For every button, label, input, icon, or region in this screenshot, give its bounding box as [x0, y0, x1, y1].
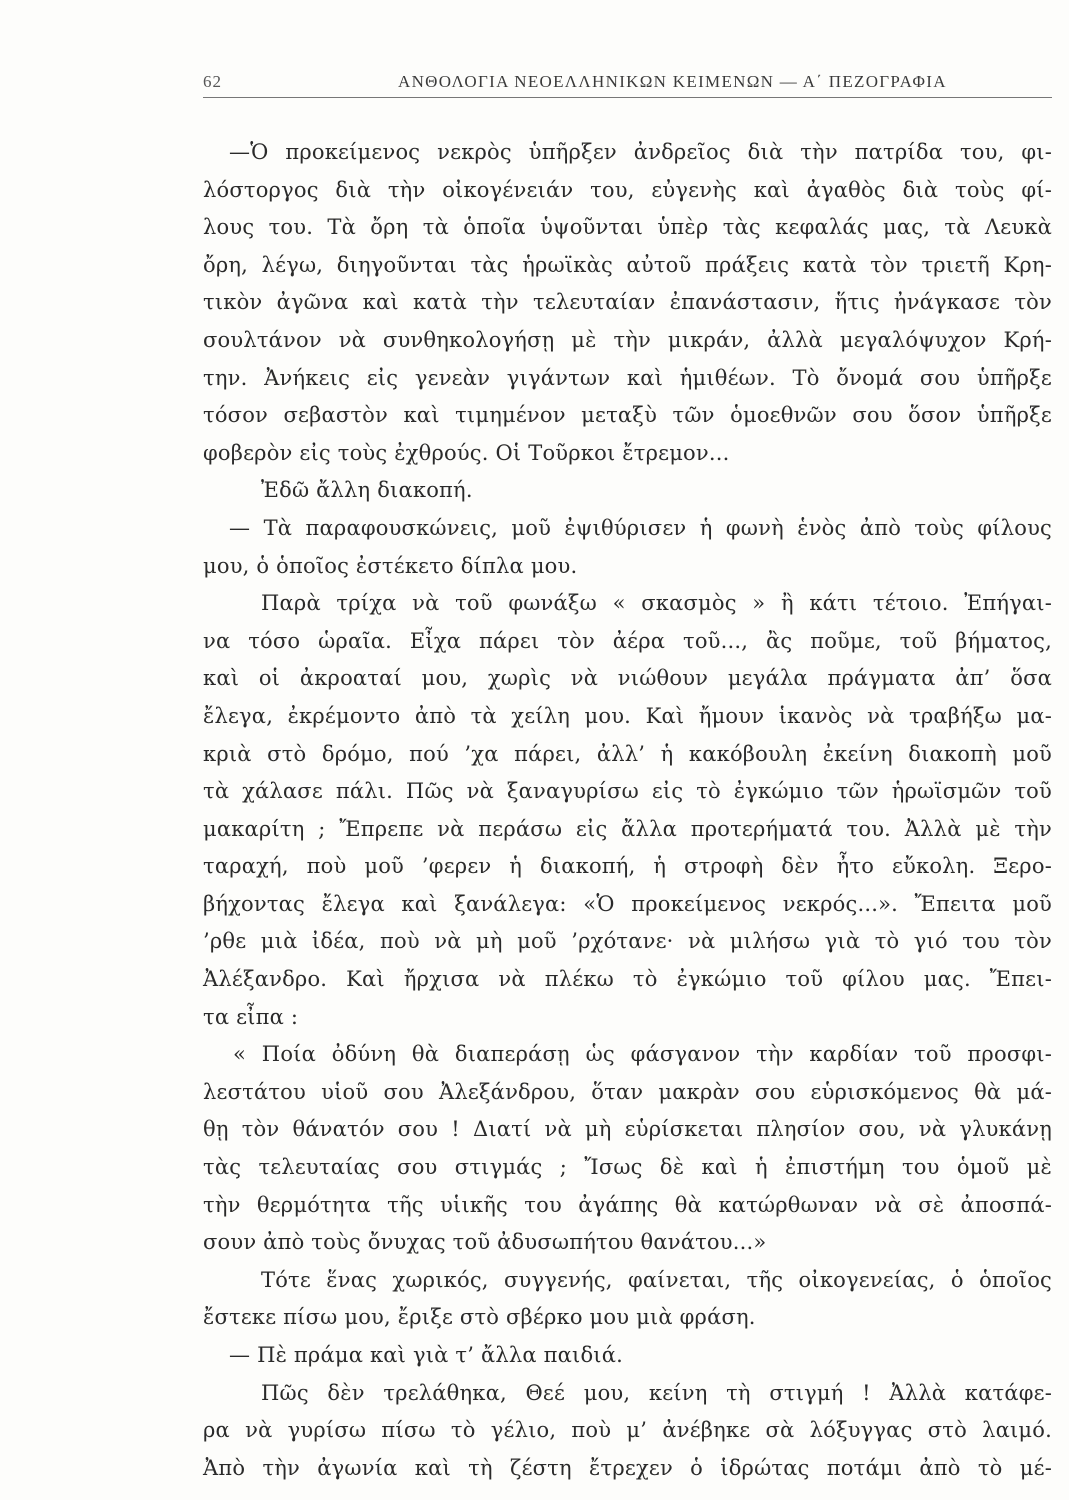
- text-line: — Τὰ παραφουσκώνεις, μοῦ ἐψιθύρισεν ἡ φωνὴ ἑνὸς ἀπὸ τοὺς φίλους: [229, 515, 1052, 540]
- text-line: — Πὲ πράμα καὶ γιὰ τ’ ἄλλα παιδιά.: [229, 1343, 623, 1367]
- text-line: ταραχή, ποὺ μοῦ ’φερεν ἡ διακοπή, ἡ στροφὴ δὲν ἦτο εὔκολη. Ξερο-: [203, 854, 1052, 879]
- text-line: « Ποία ὀδύνη θὰ διαπεράσῃ ὡς φάσγανον τὴν καρδίαν τοῦ προσφι-: [233, 1042, 1052, 1067]
- body-text: [203, 134, 1052, 1487]
- text-line: φοβερὸν εἰς τοὺς ἐχθρούς. Οἱ Τοῦρκοι ἔτρεμον...: [203, 440, 730, 465]
- text-line: —Ὁ προκείμενος νεκρὸς ὑπῆρξεν ἀνδρεῖος διὰ τὴν πατρίδα του, φι-: [229, 140, 1052, 164]
- text-line: Ἀπὸ τὴν ἀγωνία καὶ τὴ ζέστη ἔτρεχεν ὁ ἱδρώτας ποτάμι ἀπὸ τὸ μέ-: [203, 1455, 1052, 1480]
- text-line: τα εἶπα :: [203, 1004, 299, 1029]
- text-line: τὴν θερμότητα τῆς υἱικῆς του ἀγάπης θὰ κατώρθωναν νὰ σὲ ἀποσπά-: [203, 1192, 1052, 1217]
- text-line: ἔλεγα, ἐκρέμοντο ἀπὸ τὰ χείλη μου. Καὶ ἤμουν ἱκανὸς νὰ τραβήξω μα-: [203, 703, 1052, 728]
- text-line: λεστάτου υἱοῦ σου Ἀλεξάνδρου, ὅταν μακρὰν σου εὑρισκόμενος θὰ μά-: [203, 1079, 1052, 1104]
- text-line: ὄρη, λέγω, διηγοῦνται τὰς ἡρωϊκὰς αὐτοῦ πράξεις κατὰ τὸν τριετῆ Κρη-: [203, 252, 1052, 277]
- text-line: την. Ἀνήκεις εἰς γενεὰν γιγάντων καὶ ἡμιθέων. Τὸ ὄνομά σου ὑπῆρξε: [203, 365, 1052, 390]
- text-line: Ἀλέξανδρο. Καὶ ἤρχισα νὰ πλέκω τὸ ἐγκώμιο τοῦ φίλου μας. Ἔπει-: [203, 967, 1052, 992]
- text-line: Ἐδῶ ἄλλη διακοπή.: [261, 478, 473, 503]
- text-line: τικὸν ἀγῶνα καὶ κατὰ τὴν τελευταίαν ἐπανάστασιν, ἥτις ἠνάγκασε τὸν: [203, 290, 1052, 315]
- running-head: ΑΝΘΟΛΟΓΙΑ ΝΕΟΕΛΛΗΝΙΚΩΝ ΚΕΙΜΕΝΩΝ — Α΄ ΠΕΖΟΓΡΑΦΙΑ: [398, 72, 947, 91]
- text-line: ἔστεκε πίσω μου, ἔριξε στὸ σβέρκο μου μιὰ φράση.: [203, 1305, 756, 1330]
- text-line: ’ρθε μιὰ ἰδέα, ποὺ νὰ μὴ μοῦ ’ρχότανε· νὰ μιλήσω γιὰ τὸ γιό του τὸν: [203, 929, 1052, 954]
- text-line: ρα νὰ γυρίσω πίσω τὸ γέλιο, ποὺ μ’ ἀνέβηκε σὰ λόξυγγας στὸ λαιμό.: [203, 1418, 1052, 1443]
- text-line: τόσον σεβαστὸν καὶ τιμημένον μεταξὺ τῶν ὁμοεθνῶν σου ὅσον ὑπῆρξε: [203, 403, 1052, 428]
- page-number: 62: [203, 72, 222, 91]
- text-line: να τόσο ὡραῖα. Εἶχα πάρει τὸν ἀέρα τοῦ..., ἂς ποῦμε, τοῦ βήματος,: [203, 628, 1052, 653]
- text-line: κριὰ στὸ δρόμο, πού ’χα πάρει, ἀλλ’ ἡ κακόβουλη ἐκείνη διακοπὴ μοῦ: [203, 741, 1052, 766]
- text-line: Παρὰ τρίχα νὰ τοῦ φωνάξω « σκασμὸς » ἢ κάτι τέτοιο. Ἐπήγαι-: [261, 591, 1052, 616]
- text-line: τὰ χάλασε πάλι. Πῶς νὰ ξαναγυρίσω εἰς τὸ ἐγκώμιο τῶν ἡρωϊσμῶν τοῦ: [203, 779, 1052, 804]
- text-line: Πῶς δὲν τρελάθηκα, Θεέ μου, κείνη τὴ στιγμή ! Ἀλλὰ κατάφε-: [261, 1380, 1052, 1405]
- text-line: λους του. Τὰ ὄρη τὰ ὁποῖα ὑψοῦνται ὑπὲρ τὰς κεφαλάς μας, τὰ Λευκὰ: [203, 215, 1052, 240]
- text-line: λόστοργος διὰ τὴν οἰκογένειάν του, εὐγενὴς καὶ ἀγαθὸς διὰ τοὺς φί-: [203, 177, 1052, 202]
- text-line: σουλτάνον νὰ συνθηκολογήσῃ μὲ τὴν μικράν, ἀλλὰ μεγαλόψυχον Κρή-: [203, 327, 1052, 352]
- header-rule: [203, 97, 1052, 98]
- text-line: μου, ὁ ὁποῖος ἐστέκετο δίπλα μου.: [203, 553, 578, 578]
- text-line: σουν ἀπὸ τοὺς ὄνυχας τοῦ ἀδυσωπήτου θανάτου...»: [203, 1230, 767, 1255]
- text-line: καὶ οἱ ἀκροαταί μου, χωρὶς νὰ νιώθουν μεγάλα πράγματα ἀπ’ ὅσα: [203, 666, 1052, 691]
- text-line: θῃ τὸν θάνατόν σου ! Διατί νὰ μὴ εὑρίσκεται πλησίον σου, νὰ γλυκάνῃ: [203, 1117, 1052, 1142]
- text-line: βήχοντας ἔλεγα καὶ ξανάλεγα: «Ὁ προκείμενος νεκρός...». Ἔπειτα μοῦ: [203, 891, 1052, 916]
- text-line: τὰς τελευταίας σου στιγμάς ; Ἴσως δὲ καὶ ἡ ἐπιστήμη του ὁμοῦ μὲ: [203, 1155, 1052, 1180]
- text-line: μακαρίτη ; Ἔπρεπε νὰ περάσω εἰς ἄλλα προτερήματά του. Ἀλλὰ μὲ τὴν: [203, 816, 1052, 841]
- text-line: Τότε ἕνας χωρικός, συγγενής, φαίνεται, τῆς οἰκογενείας, ὁ ὁποῖος: [261, 1267, 1052, 1292]
